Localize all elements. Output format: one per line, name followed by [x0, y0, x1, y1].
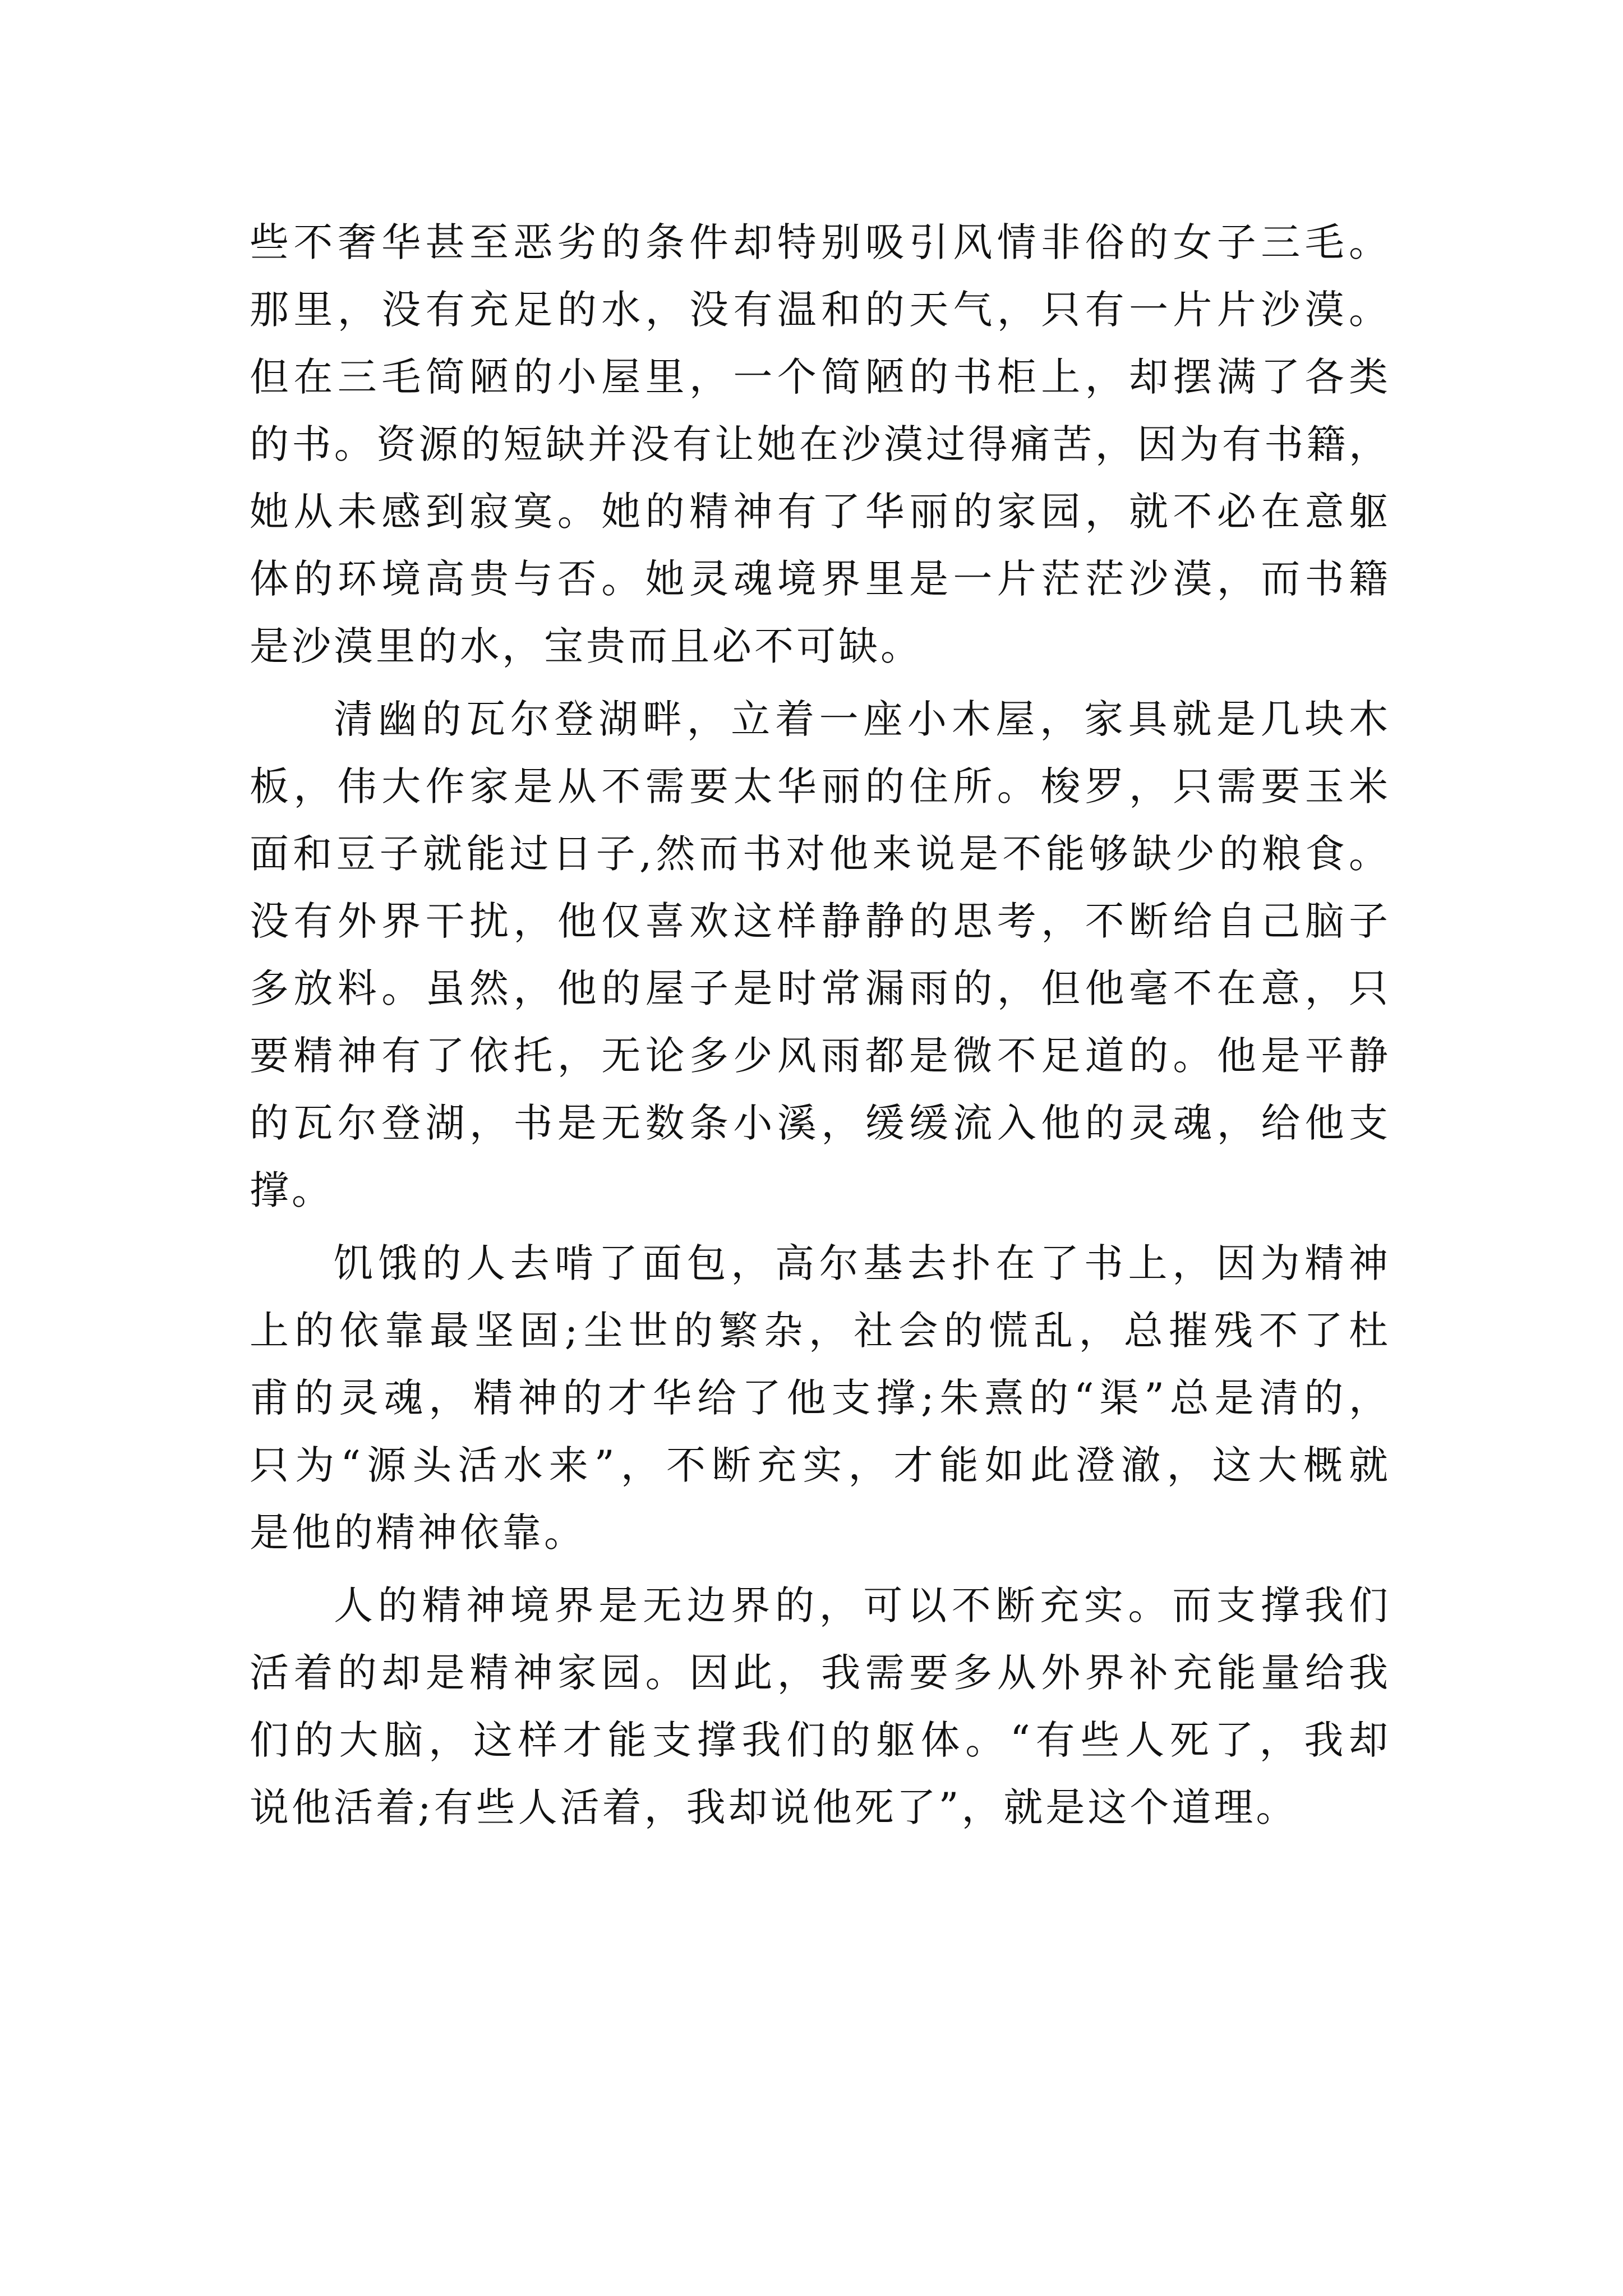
- text-line: 的书。资源的短缺并没有让她在沙漠过得痛苦，因为有书籍，: [250, 421, 1388, 467]
- text-line: 但在三毛简陋的小屋里，一个简陋的书柜上，却摆满了各类: [250, 354, 1388, 400]
- text-line: 甫的灵魂，精神的才华给了他支撑;朱熹的“渠”总是清的，: [250, 1375, 1388, 1421]
- text-line: 们的大脑，这样才能支撑我们的躯体。“有些人死了，我却: [250, 1717, 1388, 1763]
- paragraph-2: [250, 685, 1388, 1224]
- essay-body: [250, 209, 1388, 1841]
- text-line: 清幽的瓦尔登湖畔，立着一座小木屋，家具就是几块木: [334, 696, 1388, 742]
- text-line: 是他的精神依靠。: [250, 1510, 586, 1556]
- text-line: 饥饿的人去啃了面包，高尔基去扑在了书上，因为精神: [334, 1240, 1388, 1286]
- text-line: 她从未感到寂寞。她的精神有了华丽的家园，就不必在意躯: [250, 489, 1388, 535]
- text-line: 板，伟大作家是从不需要太华丽的住所。梭罗，只需要玉米: [250, 763, 1388, 809]
- text-line: 没有外界干扰，他仅喜欢这样静静的思考，不断给自己脑子: [250, 898, 1388, 944]
- text-line: 上的依靠最坚固;尘世的繁杂，社会的慌乱，总摧残不了杜: [250, 1308, 1388, 1354]
- text-line: 说他活着;有些人活着，我却说他死了”，就是这个道理。: [250, 1784, 1298, 1830]
- text-line: 的瓦尔登湖，书是无数条小溪，缓缓流入他的灵魂，给他支: [250, 1100, 1388, 1146]
- text-line: 面和豆子就能过日子,然而书对他来说是不能够缺少的粮食。: [250, 831, 1388, 877]
- text-line: 多放料。虽然，他的屋子是时常漏雨的，但他毫不在意，只: [250, 965, 1388, 1011]
- text-line: 些不奢华甚至恶劣的条件却特别吸引风情非俗的女子三毛。: [250, 219, 1388, 265]
- text-line: 那里，没有充足的水，没有温和的天气，只有一片片沙漠。: [250, 287, 1388, 333]
- text-line: 体的环境高贵与否。她灵魂境界里是一片茫茫沙漠，而书籍: [250, 556, 1388, 602]
- text-line: 撑。: [250, 1167, 334, 1213]
- text-line: 人的精神境界是无边界的，可以不断充实。而支撑我们: [334, 1582, 1388, 1628]
- paragraph-1: [250, 209, 1388, 680]
- text-line: 是沙漠里的水，宝贵而且必不可缺。: [250, 623, 923, 669]
- text-line: 活着的却是精神家园。因此，我需要多从外界补充能量给我: [250, 1650, 1388, 1696]
- text-line: 只为“源头活水来”，不断充实，才能如此澄澈，这大概就: [250, 1442, 1388, 1488]
- paragraph-4: [250, 1572, 1388, 1841]
- text-line: 要精神有了依托，无论多少风雨都是微不足道的。他是平静: [250, 1033, 1388, 1079]
- paragraph-3: [250, 1230, 1388, 1566]
